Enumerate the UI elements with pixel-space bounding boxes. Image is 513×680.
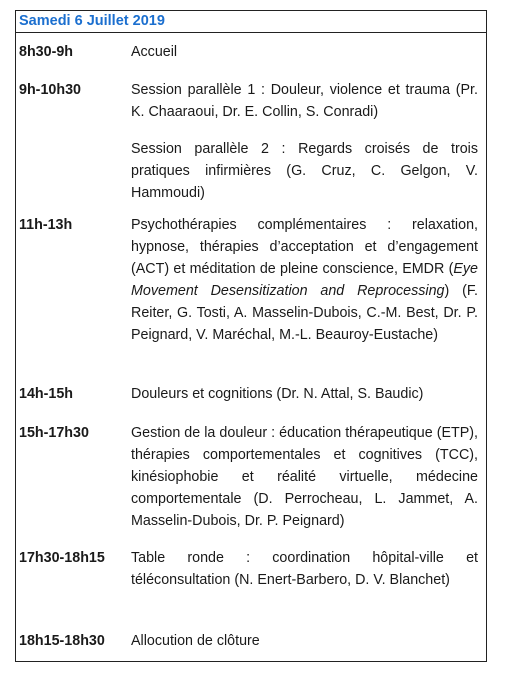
- time-slot: 15h-17h30: [19, 425, 89, 441]
- session-text: Allocution de clôture: [131, 633, 260, 649]
- schedule-date-header: Samedi 6 Juillet 2019: [16, 11, 486, 33]
- session-description: [131, 630, 478, 652]
- session-description: [131, 383, 478, 405]
- session-description: [131, 547, 478, 591]
- session-text: Session parallèle 2 : Regards croisés de trois pratiques infirmières (G. Cruz, C. Gelgon, V. Hammoudi): [131, 141, 478, 201]
- time-slot: 17h30-18h15: [19, 550, 105, 566]
- session-description: [131, 41, 478, 63]
- session-text: Session parallèle 1 : Douleur, violence et trauma (Pr. K. Chaaraoui, Dr. E. Collin, S. Conradi): [131, 82, 478, 120]
- session-text: Gestion de la douleur : éducation thérapeutique (ETP), thérapies comportementales et cognitives (TCC), kinésiophobie et réalité virtuelle, médecine comportementale (D. Perrocheau, L. Jammet, A. Masselin-Dubois, Dr. P. Peignard): [131, 425, 478, 529]
- time-slot: 14h-15h: [19, 386, 74, 402]
- session-text: Accueil: [131, 44, 178, 60]
- time-slot: 9h-10h30: [19, 82, 81, 98]
- session-text-part: ) (F. Reiter, G. Tosti, A. Masselin-Dubois, C.-M. Best, Dr. P. Peignard, V. Maréchal, M.-L. Beauroy-Eustache): [131, 283, 478, 343]
- session-description: [131, 422, 478, 532]
- session-text: [131, 214, 478, 346]
- session-text: Douleurs et cognitions (Dr. N. Attal, S. Baudic): [131, 386, 424, 402]
- session-description: [131, 79, 478, 204]
- time-slot: 11h-13h: [19, 217, 73, 233]
- time-slot: 18h15-18h30: [19, 633, 105, 649]
- session-text: Table ronde : coordination hôpital-ville et téléconsultation (N. Enert-Barbero, D. V. Blanchet): [131, 550, 478, 588]
- session-description: [131, 214, 478, 346]
- session-text-italic: Eye Movement Desensitization and Reprocessing: [131, 261, 478, 299]
- time-slot: 8h30-9h: [19, 44, 74, 60]
- session-text-part: Psychothérapies complémentaires : relaxation, hypnose, thérapies d’acceptation et d’engagement (ACT) et méditation de pleine conscience, EMDR (: [131, 217, 478, 277]
- schedule-table: [15, 10, 487, 662]
